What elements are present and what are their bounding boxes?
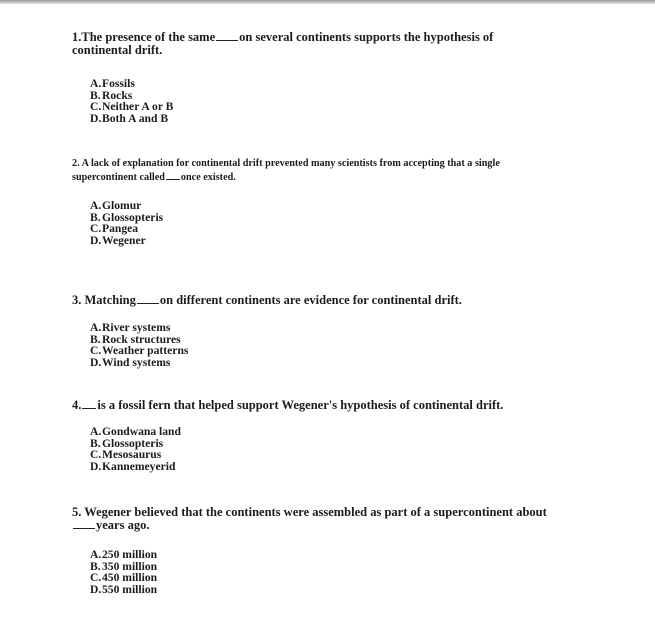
question-2-text-after: once existed. bbox=[180, 172, 236, 183]
option-2b: B.Glossopteris bbox=[90, 210, 164, 224]
question-1-options bbox=[90, 78, 173, 124]
question-3-stem bbox=[72, 294, 612, 307]
option-1a: A.Fossils bbox=[90, 77, 135, 90]
question-2-stem bbox=[72, 157, 612, 184]
question-5 bbox=[72, 505, 612, 596]
question-4-blank bbox=[82, 399, 96, 409]
option-5c: C.450 million bbox=[90, 571, 158, 584]
question-1 bbox=[72, 30, 612, 125]
option-5d: D.550 million bbox=[90, 582, 158, 596]
question-3-text-after: on different continents are evidence for continental drift. bbox=[159, 293, 462, 307]
option-3b: B.Rock structures bbox=[90, 332, 181, 346]
question-5-options bbox=[90, 549, 157, 595]
option-2a: A.Glomur bbox=[90, 199, 142, 212]
question-1-blank bbox=[216, 31, 238, 41]
question-5-text-line1: 5. Wegener believed that the continents were assembled as part of a supercontinent about bbox=[72, 505, 547, 519]
option-4c: C.Mesosaurus bbox=[90, 448, 162, 461]
option-4b: B.Glossopteris bbox=[90, 436, 164, 450]
question-1-text-line2: continental drift. bbox=[72, 43, 163, 57]
question-4-options bbox=[90, 426, 181, 472]
option-1d: D.Both A and B bbox=[90, 111, 169, 125]
question-2-blank bbox=[166, 170, 180, 180]
question-4-stem bbox=[72, 399, 612, 412]
question-4-text-after: is a fossil fern that helped support Wegener's hypothesis of continental drift. bbox=[97, 398, 504, 412]
question-2 bbox=[72, 157, 612, 247]
question-3-options bbox=[90, 322, 188, 368]
question-2-text-before: supercontinent called bbox=[72, 172, 165, 183]
option-2d: D.Wegener bbox=[90, 233, 146, 247]
option-3c: C.Weather patterns bbox=[90, 344, 189, 357]
question-1-stem bbox=[72, 31, 612, 57]
option-1b: B.Rocks bbox=[90, 88, 133, 102]
option-5b: B.350 million bbox=[90, 559, 158, 573]
question-4-text-before: 4. bbox=[72, 398, 82, 412]
option-3d: D.Wind systems bbox=[90, 355, 171, 369]
top-rule bbox=[0, 0, 655, 4]
question-5-stem bbox=[72, 506, 612, 532]
question-5-blank bbox=[73, 519, 95, 529]
question-3 bbox=[72, 293, 612, 369]
question-4 bbox=[72, 398, 612, 473]
option-5a: A.250 million bbox=[90, 548, 158, 561]
question-5-text-after: years ago. bbox=[96, 518, 150, 532]
option-3a: A.River systems bbox=[90, 321, 171, 334]
option-2c: C.Pangea bbox=[90, 222, 139, 235]
option-1c: C.Neither A or B bbox=[90, 100, 174, 113]
question-3-blank bbox=[137, 294, 159, 304]
question-1-text-after: on several continents supports the hypothesis of bbox=[239, 30, 494, 44]
question-2-text-line1: 2. A lack of explanation for continental drift prevented many scientists from accepting that a single bbox=[72, 158, 500, 169]
option-4d: D.Kannemeyerid bbox=[90, 459, 176, 473]
question-3-text-before: 3. Matching bbox=[72, 293, 136, 307]
question-2-options bbox=[90, 200, 163, 246]
question-1-text-before: 1.The presence of the same bbox=[72, 30, 216, 44]
option-4a: A.Gondwana land bbox=[90, 425, 181, 438]
